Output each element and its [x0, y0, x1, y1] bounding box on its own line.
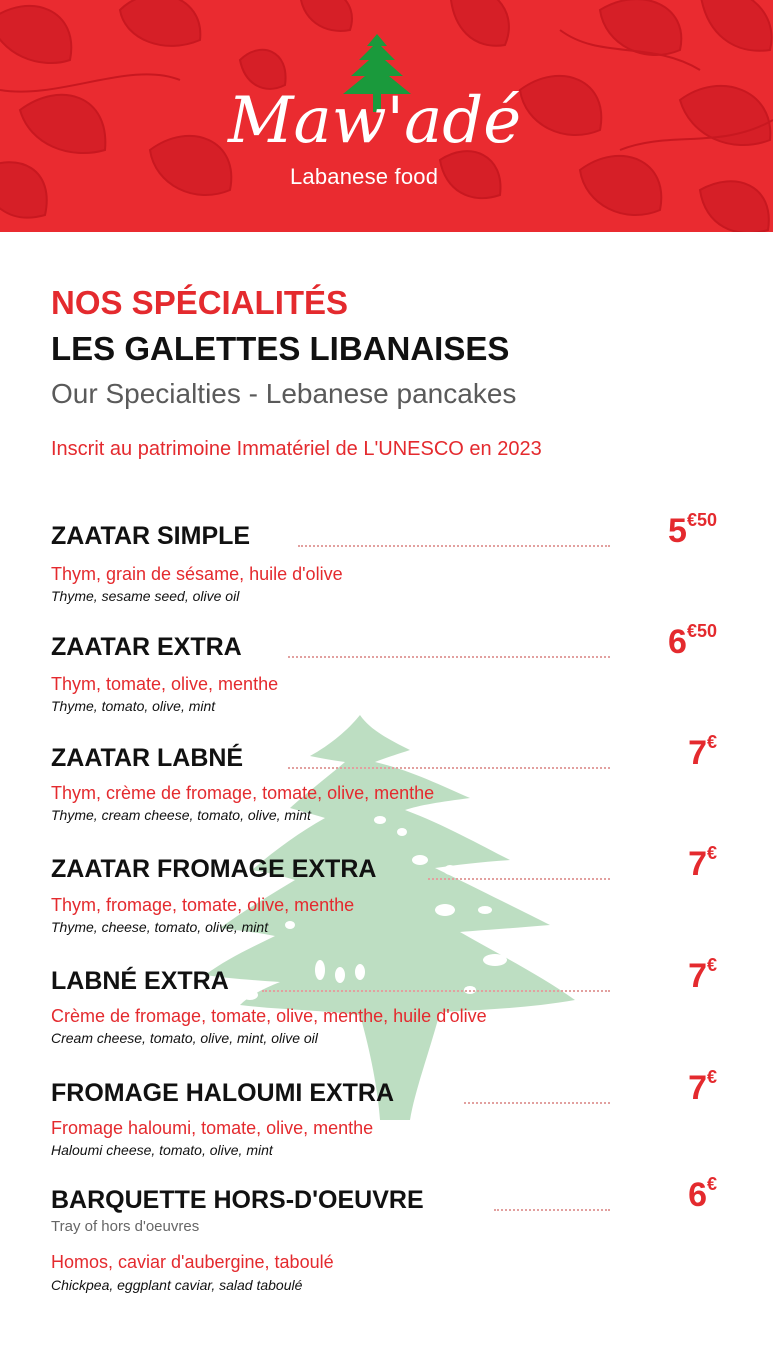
section-title-english: Our Specialties - Lebanese pancakes	[51, 378, 517, 409]
item-description-en: Thyme, sesame seed, olive oil	[51, 588, 240, 604]
item-price: $5^{€50}$	[668, 510, 717, 550]
dotted-leader	[428, 878, 610, 880]
item-description-fr: Thym, grain de sésame, huile d'olive	[51, 564, 343, 584]
item-description-en: Thyme, cheese, tomato, olive, mint	[51, 919, 269, 935]
item-description-fr: Thym, tomate, olive, menthe	[51, 674, 279, 694]
header-banner	[0, 0, 773, 232]
item-name: ZAATAR SIMPLE	[51, 522, 251, 550]
item-description-en: Chickpea, eggplant caviar, salad taboulé	[51, 1277, 303, 1293]
item-name: ZAATAR LABNÉ	[51, 744, 244, 772]
item-subtitle-en: Tray of hors d'oeuvres	[51, 1218, 200, 1235]
dotted-leader	[288, 656, 610, 658]
unesco-note: Inscrit au patrimoine Immatériel de L'UNESCO en 2023	[51, 438, 542, 460]
section-title-specialties: NOS SPÉCIALITÉS	[51, 284, 349, 321]
item-description-fr: Fromage haloumi, tomate, olive, menthe	[51, 1118, 374, 1138]
item-description-en: Cream cheese, tomato, olive, mint, olive oil	[51, 1030, 318, 1046]
svg-text:Maw'adé: Maw'adé	[228, 84, 522, 158]
section-title-pancakes: LES GALETTES LIBANAISES	[51, 330, 510, 367]
dotted-leader	[298, 545, 610, 547]
item-description-en: Thyme, tomato, olive, mint	[51, 698, 216, 714]
item-description-fr: Crème de fromage, tomate, olive, menthe, huile d'olive	[51, 1006, 487, 1026]
dotted-leader	[262, 990, 610, 992]
item-name: ZAATAR FROMAGE EXTRA	[51, 855, 377, 883]
item-price: 7€	[688, 843, 717, 883]
item-description-fr: Homos, caviar d'aubergine, taboulé	[51, 1252, 334, 1272]
dotted-leader	[464, 1102, 610, 1104]
brand-script-logo	[222, 70, 532, 160]
item-description-en: Haloumi cheese, tomato, olive, mint	[51, 1142, 273, 1158]
item-name: BARQUETTE HORS-D'OEUVRE	[51, 1186, 424, 1214]
item-price: 7€	[688, 955, 717, 995]
item-name: LABNÉ EXTRA	[51, 967, 229, 995]
item-description-en: Thyme, cream cheese, tomato, olive, mint	[51, 807, 311, 823]
item-price: 6€	[688, 1174, 717, 1214]
dotted-leader	[494, 1209, 610, 1211]
item-description-fr: Thym, fromage, tomate, olive, menthe	[51, 895, 355, 915]
item-name: FROMAGE HALOUMI EXTRA	[51, 1079, 395, 1107]
brand-subtitle: Labanese food	[290, 164, 439, 189]
item-price: 7€	[688, 1067, 717, 1107]
dotted-leader	[288, 767, 610, 769]
item-name: ZAATAR EXTRA	[51, 633, 242, 661]
item-description-fr: Thym, crème de fromage, tomate, olive, menthe	[51, 783, 435, 803]
item-price: $6^{€50}$	[668, 621, 717, 661]
item-price: 7€	[688, 732, 717, 772]
